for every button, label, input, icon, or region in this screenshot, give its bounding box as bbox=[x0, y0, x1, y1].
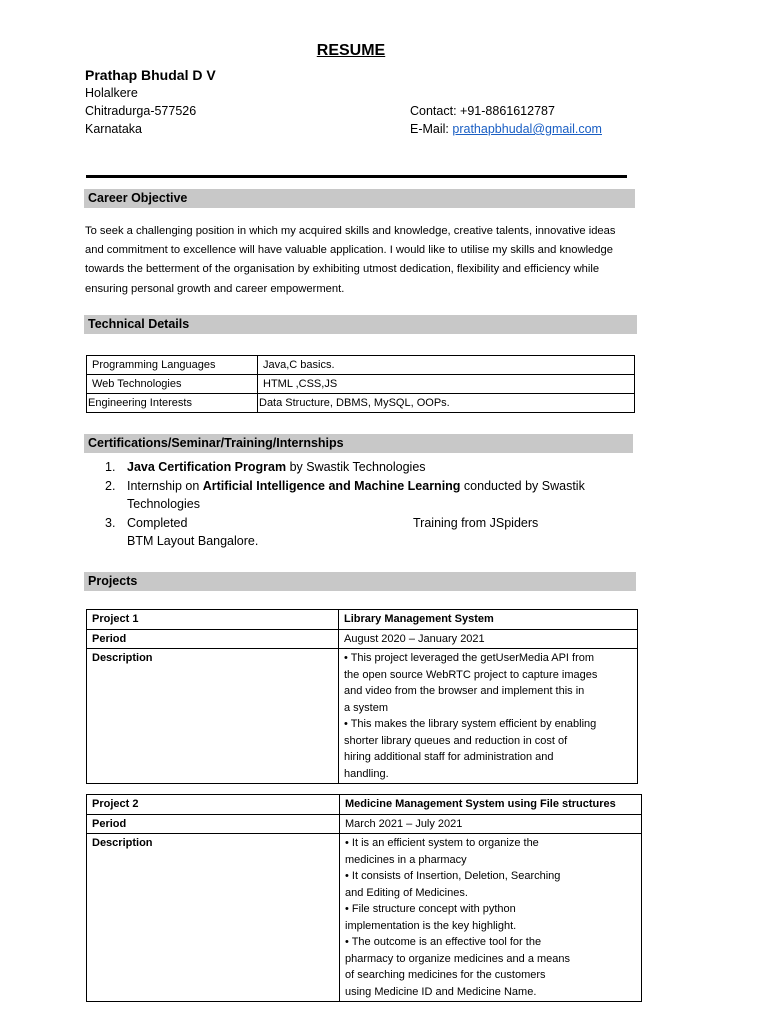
list-item bbox=[105, 458, 585, 477]
cert-detail: by Swastik Technologies bbox=[286, 460, 426, 474]
cert-title: Java Certification Program bbox=[127, 460, 287, 474]
tech-value: HTML ,CSS,JS bbox=[258, 375, 635, 394]
table-row bbox=[87, 814, 642, 834]
table-row bbox=[87, 629, 638, 649]
technical-details-table bbox=[86, 355, 635, 413]
description-line: • File structure concept with python bbox=[345, 903, 516, 915]
address-line-3: Karnataka bbox=[85, 122, 142, 136]
project-title: Medicine Management System using File structures bbox=[340, 795, 642, 815]
description-line: • The outcome is an effective tool for the bbox=[345, 936, 542, 948]
description-line: medicines in a pharmacy bbox=[345, 853, 467, 866]
description-label: Description bbox=[87, 834, 340, 1002]
list-number: 1. bbox=[105, 460, 116, 474]
email-label: E-Mail: bbox=[410, 122, 449, 136]
description-line: and video from the browser and implement this in bbox=[344, 685, 585, 697]
period-label: Period bbox=[87, 629, 339, 649]
cert-title: Artificial Intelligence and Machine Learning bbox=[202, 478, 461, 493]
description-line: handling. bbox=[344, 767, 389, 780]
description-line: a system bbox=[344, 701, 389, 714]
description-line: pharmacy to organize medicines and a means bbox=[345, 952, 571, 965]
table-row bbox=[87, 356, 635, 375]
contact-line bbox=[410, 104, 555, 118]
list-item bbox=[105, 477, 585, 514]
list-item bbox=[105, 514, 585, 551]
project-label: Project 1 bbox=[87, 610, 339, 630]
project-description bbox=[340, 834, 642, 1002]
cert-detail: Training from JSpiders bbox=[413, 515, 539, 530]
contact-label: Contact: bbox=[410, 104, 457, 118]
cert-detail-line2: BTM Layout Bangalore. bbox=[127, 534, 259, 548]
contact-phone: +91-8861612787 bbox=[460, 104, 555, 118]
table-row bbox=[87, 394, 635, 413]
career-objective-heading: Career Objective bbox=[84, 189, 635, 208]
project-period: March 2021 – July 2021 bbox=[340, 814, 642, 834]
description-line: of searching medicines for the customers bbox=[345, 969, 546, 981]
table-row bbox=[87, 795, 642, 815]
table-row bbox=[87, 375, 635, 394]
table-row bbox=[87, 649, 638, 784]
description-label: Description bbox=[87, 649, 339, 784]
description-line: • This project leveraged the getUserMedia API from bbox=[344, 652, 595, 664]
candidate-name: Prathap Bhudal D V bbox=[85, 67, 216, 83]
tech-label: Programming Languages bbox=[87, 356, 258, 375]
description-line: • This makes the library system efficient by enabling bbox=[344, 718, 597, 730]
email-link[interactable]: prathapbhudal@gmail.com bbox=[452, 122, 602, 136]
tech-value: Java,C basics. bbox=[258, 356, 635, 375]
tech-label: Web Technologies bbox=[87, 375, 258, 394]
description-line: and Editing of Medicines. bbox=[345, 886, 468, 899]
tech-label: Engineering Interests bbox=[87, 394, 258, 413]
period-label: Period bbox=[87, 814, 340, 834]
description-line: using Medicine ID and Medicine Name. bbox=[345, 985, 537, 998]
description-line: shorter library queues and reduction in cost of bbox=[344, 734, 568, 747]
description-line: hiring additional staff for administration and bbox=[344, 751, 554, 763]
cert-detail: conducted by Swastik bbox=[460, 478, 585, 493]
projects-heading: Projects bbox=[84, 572, 636, 591]
description-line: implementation is the key highlight. bbox=[345, 919, 517, 932]
description-line: • It is an efficient system to organize the bbox=[345, 837, 539, 849]
address-line-2: Chitradurga-577526 bbox=[85, 104, 197, 118]
header-divider bbox=[86, 175, 627, 178]
document-title: RESUME bbox=[316, 42, 386, 59]
career-objective-text: To seek a challenging position in which my acquired skills and knowledge, creative talents, innovative ideas and commitment to excellence will have valuable application. I would like to utilise my skills and knowledge towards the betterment of the organisation by exhibiting utmost dedication, flexibility and efficiency while ensuring personal growth and career empowerment. bbox=[85, 225, 616, 295]
tech-value: Data Structure, DBMS, MySQL, OOPs. bbox=[258, 394, 635, 413]
list-number: 2. bbox=[105, 478, 116, 493]
project-period: August 2020 – January 2021 bbox=[339, 629, 638, 649]
project-1-table bbox=[86, 609, 638, 784]
list-number: 3. bbox=[105, 515, 116, 530]
certifications-list bbox=[105, 458, 585, 551]
address-line-1: Holalkere bbox=[85, 86, 138, 100]
project-title: Library Management System bbox=[339, 610, 638, 630]
description-line: • It consists of Insertion, Deletion, Searching bbox=[345, 870, 561, 882]
table-row bbox=[87, 610, 638, 630]
certifications-heading: Certifications/Seminar/Training/Internships bbox=[84, 434, 633, 453]
project-label: Project 2 bbox=[87, 795, 340, 815]
cert-detail-line2: Technologies bbox=[127, 497, 200, 511]
cert-prefix: Completed bbox=[127, 515, 188, 530]
table-row bbox=[87, 834, 642, 1002]
technical-details-heading: Technical Details bbox=[84, 315, 637, 334]
email-line bbox=[410, 122, 602, 136]
description-line: the open source WebRTC project to capture images bbox=[344, 668, 598, 681]
cert-prefix: Internship on bbox=[127, 478, 203, 493]
project-2-table bbox=[86, 794, 642, 1002]
project-description bbox=[339, 649, 638, 784]
